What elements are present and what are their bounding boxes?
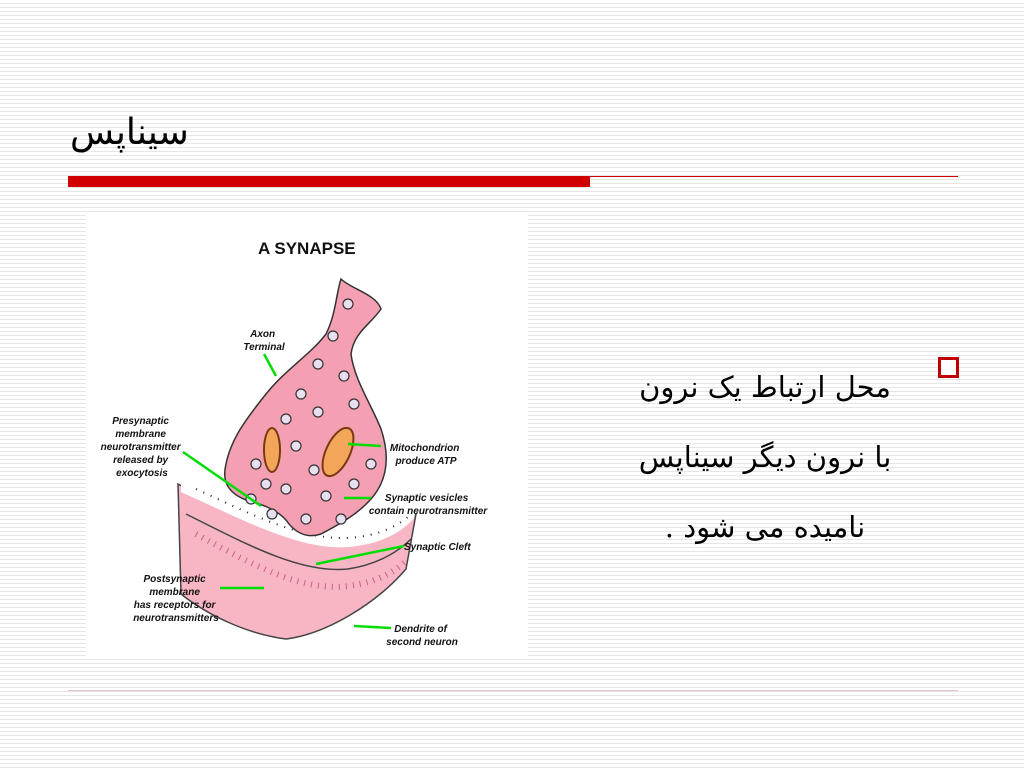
synapse-diagram [86, 214, 528, 656]
title-underline [590, 176, 958, 177]
label-postsynaptic-membrane: Postsynaptic membrane has receptors for neurotransmitters [133, 574, 219, 624]
label-dendrite: Dendrite of second neuron [386, 624, 458, 648]
bullet-text [570, 352, 960, 562]
label-axon-terminal: Axon Terminal [243, 329, 285, 353]
mitochondrion-left [264, 428, 280, 472]
label-mitochondrion: Mitochondrion produce ATP [389, 443, 460, 467]
bullet-line-1: محل ارتباط یک نرون [639, 370, 891, 404]
label-presynaptic-membrane: Presynaptic membrane neurotransmitter released by exocytosis [100, 416, 181, 479]
synapse-figure [86, 214, 528, 656]
label-synaptic-vesicles: Synaptic vesicles contain neurotransmitter [368, 493, 488, 517]
footer-rule [68, 690, 958, 691]
title-accent-bar [68, 176, 590, 187]
slide-title: سیناپس [70, 112, 189, 153]
bullet-line-3: نامیده می شود . [664, 510, 866, 544]
bullet-line-2: با نرون دیگر سیناپس [638, 440, 892, 474]
figure-title: A SYNAPSE [258, 239, 356, 258]
label-synaptic-cleft: Synaptic Cleft [404, 542, 471, 553]
